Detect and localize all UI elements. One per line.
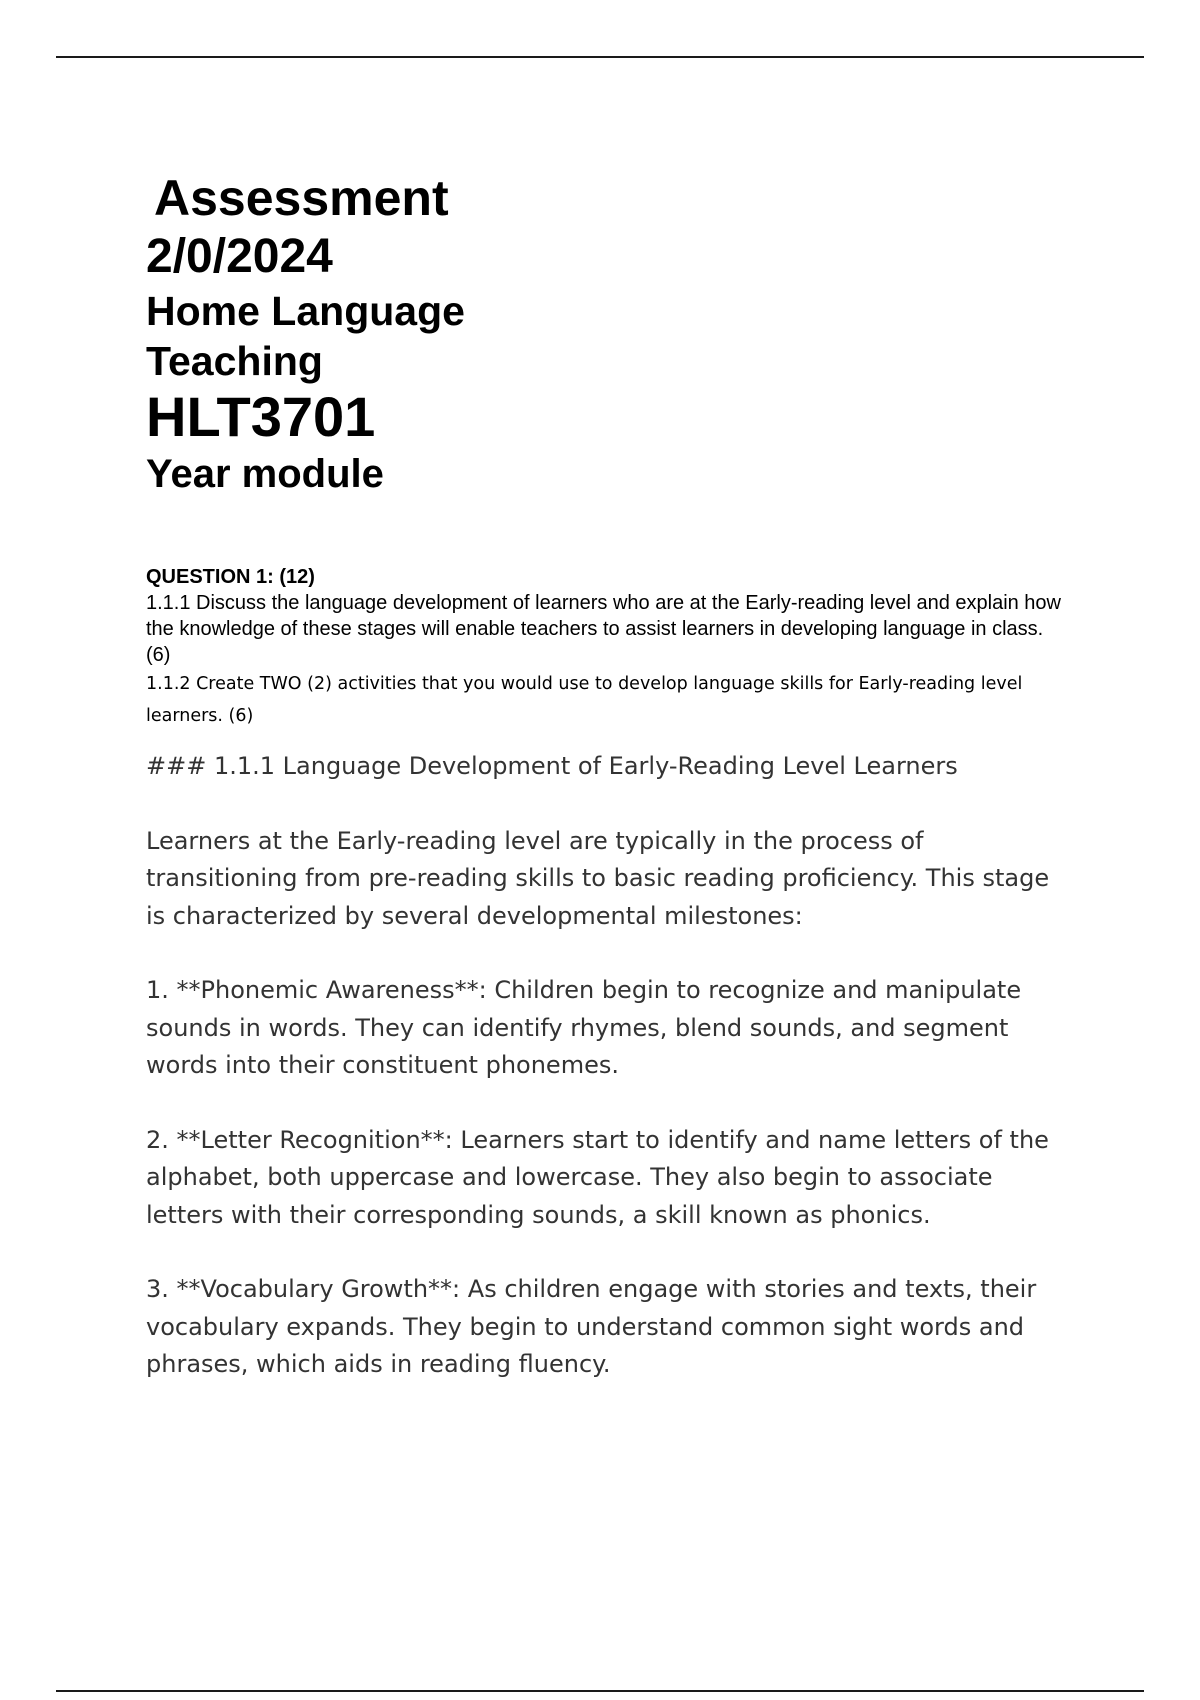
module-type: Year module: [146, 452, 384, 496]
answer-point: 1. **Phonemic Awareness**: Children begin to recognize and manipulate sounds in words. They can identify rhymes, blend sounds, and segment words into their constituent phonemes.: [146, 976, 1022, 1079]
assessment-title: Assessment: [154, 170, 449, 226]
top-rule: [56, 56, 1144, 58]
subject-line-1: Home Language: [146, 288, 465, 334]
question-block: [146, 564, 1066, 732]
answer-heading: ### 1.1.1 Language Development of Early-Reading Level Learners: [146, 752, 958, 780]
question-item-1-1-1: 1.1.1 Discuss the language development of learners who are at the Early-reading level and explain how the knowledge of these stages will enable teachers to assist learners in developing language in class. (6): [146, 592, 1061, 666]
question-item-1-1-2: 1.1.2 Create TWO (2) activities that you would use to develop language skills for Early-reading level learners. (6): [146, 674, 1023, 726]
answer-intro: Learners at the Early-reading level are typically in the process of transitioning from pre-reading skills to basic reading proficiency. This stage is characterized by several developmental milestones:: [146, 826, 1050, 930]
answer-point: 3. **Vocabulary Growth**: As children engage with stories and texts, their vocabulary expands. They begin to understand common sight words and phrases, which aids in reading fluency.: [146, 1275, 1037, 1378]
module-code: HLT3701: [146, 385, 376, 448]
title-block: [146, 168, 465, 500]
answer-point: 2. **Letter Recognition**: Learners start to identify and name letters of the alphabet, both uppercase and lowercase. They also begin to associate letters with their corresponding sounds, a skill known as phonics.: [146, 1125, 1049, 1229]
question-heading: QUESTION 1: (12): [146, 566, 315, 588]
bottom-rule: [56, 1690, 1144, 1692]
subject-line-2: Teaching: [146, 338, 323, 384]
answer-block: [146, 748, 1066, 1421]
assessment-date: 2/0/2024: [146, 230, 333, 283]
